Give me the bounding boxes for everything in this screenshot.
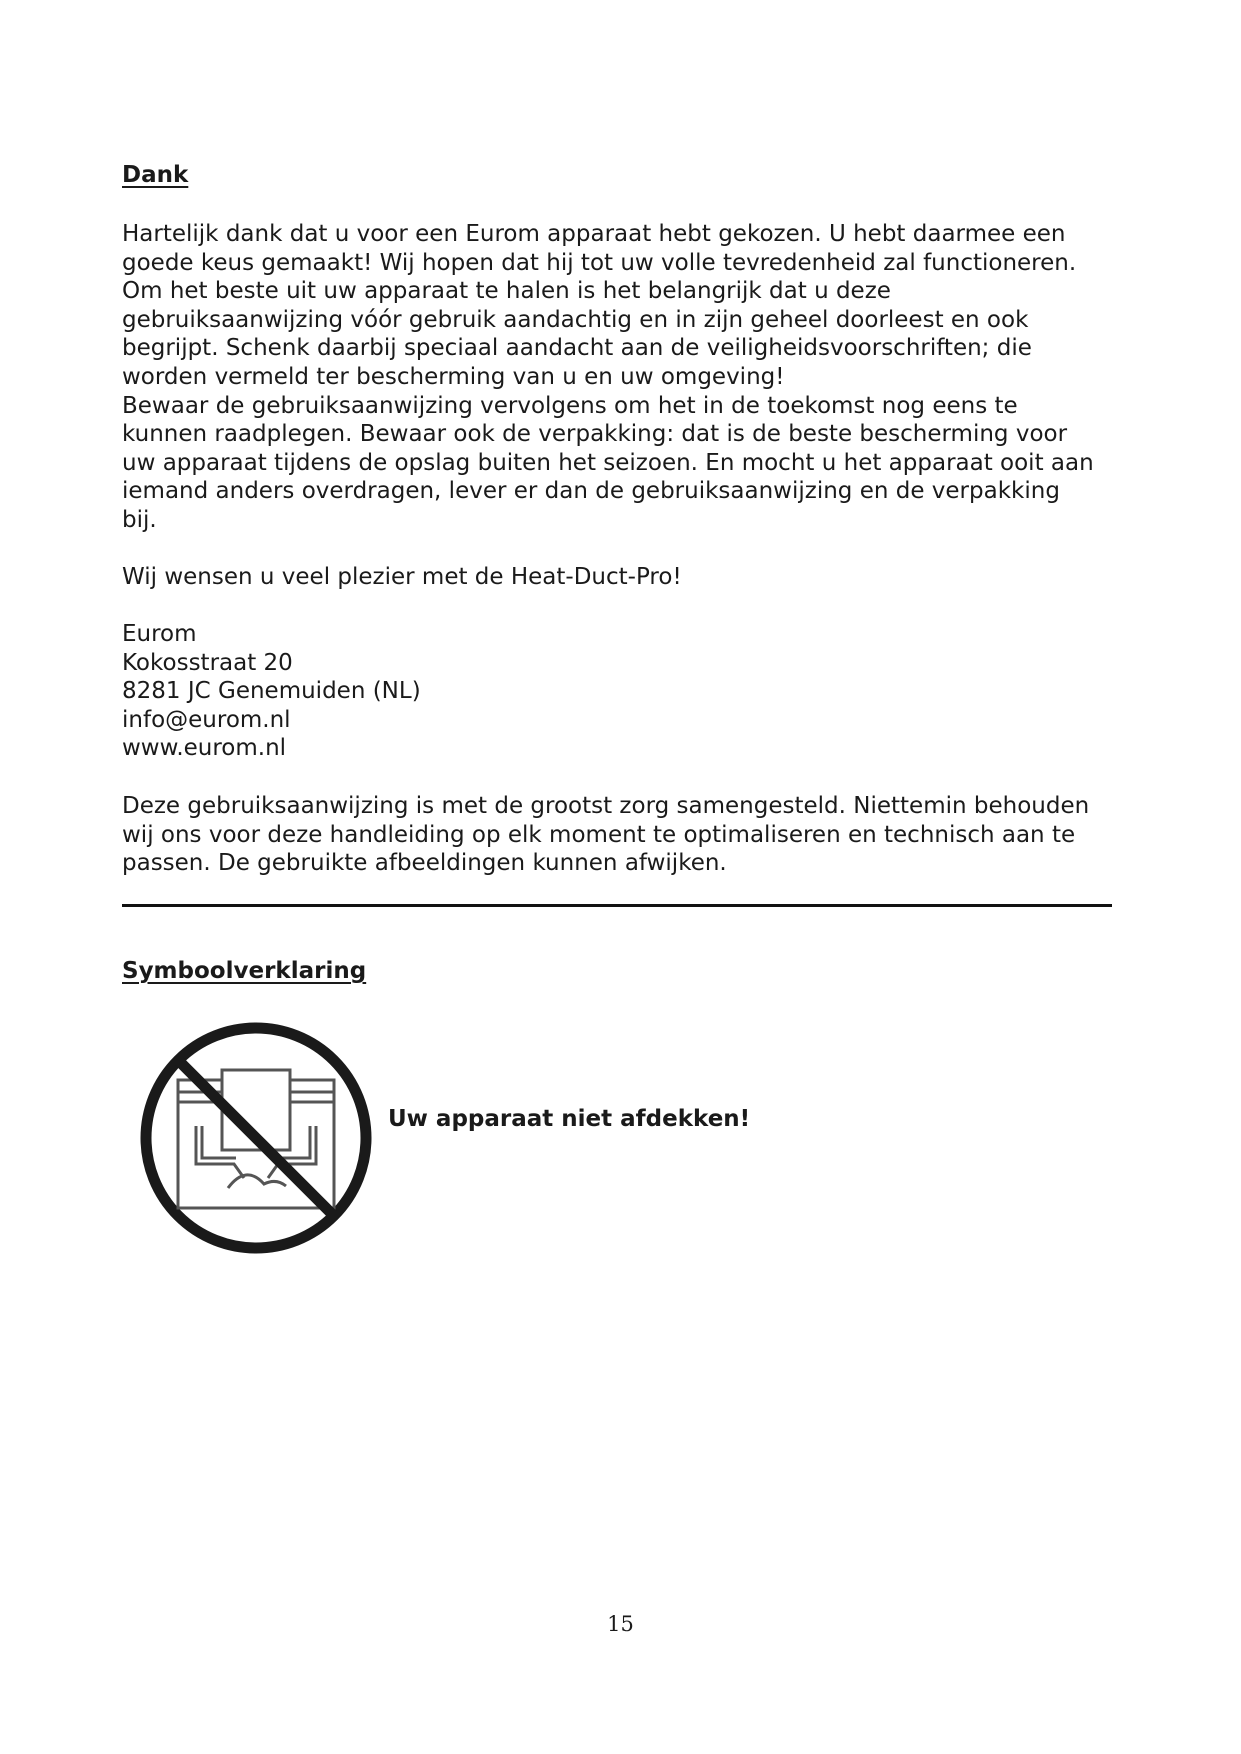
section-heading-dank: Dank — [122, 162, 189, 188]
symbol-label: Uw apparaat niet afdekken! — [388, 1106, 751, 1132]
address-street: Kokosstraat 20 — [122, 649, 293, 676]
disclaimer-line: wij ons voor deze handleiding op elk moment te optimaliseren en technisch aan te — [122, 821, 1076, 848]
address-block — [122, 620, 1132, 763]
intro-line: uw apparaat tijdens de opslag buiten het seizoen. En mocht u het apparaat ooit aan — [122, 449, 1094, 476]
intro-line: worden vermeld ter bescherming van u en uw omgeving! — [122, 363, 785, 390]
disclaimer-line: passen. De gebruikte afbeeldingen kunnen afwijken. — [122, 850, 727, 877]
address-email: info@eurom.nl — [122, 706, 291, 733]
address-city: 8281 JC Genemuiden (NL) — [122, 678, 421, 705]
intro-line: Om het beste uit uw apparaat te halen is het belangrijk dat u deze — [122, 278, 891, 305]
intro-line: bij. — [122, 506, 157, 533]
address-company: Eurom — [122, 621, 197, 647]
disclaimer-line: Deze gebruiksaanwijzing is met de grootst zorg samengesteld. Niettemin behouden — [122, 793, 1090, 819]
section-heading-symbols: Symboolverklaring — [122, 958, 367, 984]
intro-line: iemand anders overdragen, lever er dan de gebruiksaanwijzing en de verpakking — [122, 478, 1060, 505]
do-not-cover-icon — [136, 1018, 376, 1258]
intro-line: Hartelijk dank dat u voor een Eurom apparaat hebt gekozen. U hebt daarmee een — [122, 221, 1066, 247]
address-website: www.eurom.nl — [122, 735, 287, 762]
intro-line: gebruiksaanwijzing vóór gebruik aandachtig en in zijn geheel doorleest en ook — [122, 306, 1029, 333]
page-number: 15 — [607, 1612, 634, 1636]
intro-line: begrijpt. Schenk daarbij speciaal aandacht aan de veiligheidsvoorschriften; die — [122, 335, 1032, 362]
intro-line: Bewaar de gebruiksaanwijzing vervolgens om het in de toekomst nog eens te — [122, 392, 1018, 419]
wish-text: Wij wensen u veel plezier met de Heat-Duct-Pro! — [122, 564, 682, 590]
section-divider — [122, 904, 1112, 907]
intro-paragraph — [122, 220, 1132, 535]
intro-line: goede keus gemaakt! Wij hopen dat hij tot uw volle tevredenheid zal functioneren. — [122, 249, 1077, 276]
intro-line: kunnen raadplegen. Bewaar ook de verpakking: dat is de beste bescherming voor — [122, 421, 1068, 448]
disclaimer-paragraph — [122, 792, 1132, 878]
